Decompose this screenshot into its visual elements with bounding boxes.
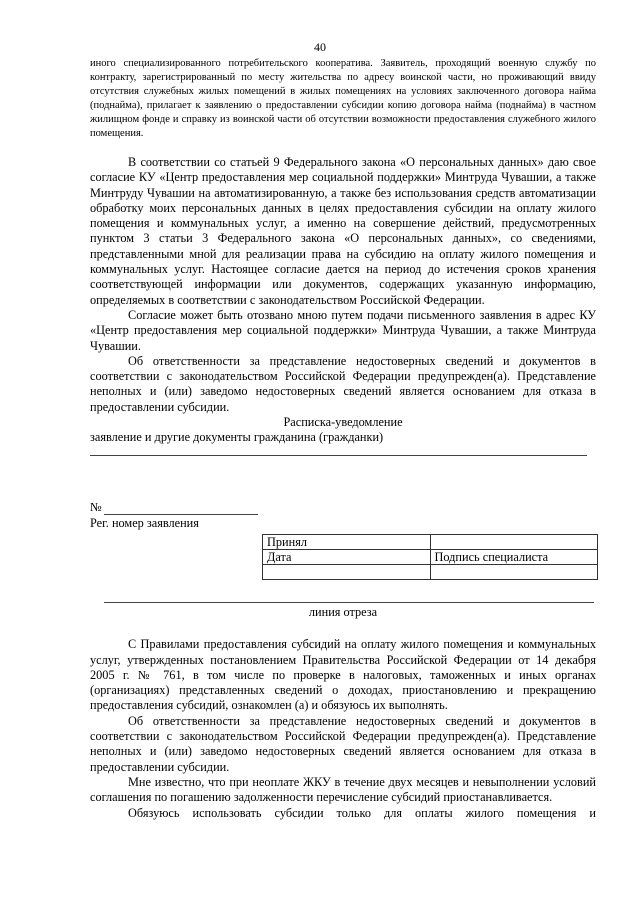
date-cell: Дата — [263, 549, 431, 564]
responsibility-paragraph-2: Об ответственности за представление недостоверных сведений и документов в соответствии с законодательством Российской Федерации предупрежден(а). Представление неполных и (или) заведомо недостоверных сведений является основанием для отказа в предоставлении субсидии. — [90, 713, 596, 774]
non-payment-paragraph: Мне известно, что при неоплате ЖКУ в течение двух месяцев и невыполнении условий соглашения по погашению задолженности перечисление субсидий приостанавливается. — [90, 774, 596, 805]
consent-paragraph: В соответствии со статьей 9 Федерального закона «О персональных данных» даю свое согласие КУ «Центр предоставления мер социальной поддержки» Минтруда Чувашии, а также Минтруду Чувашии на автоматизированную, а также без использования средств автоматизации обработку моих персональных данных в целях предоставления субсидии на оплату жилого помещения и коммунальных услуг, а именно на совершение действий, предусмотренных пунктом 3 статьи 3 Федерального закона «О персональных данных», со сведениями, представленными мной для реализации права на субсидию на оплату жилого помещения и коммунальных услуг. Настоящее согласие дается на период до истечения сроков хранения соответствующей информации или документов, содержащих указанную информацию, определяемых в соответствии с законодательством Российской Федерации. — [90, 155, 596, 307]
table-row — [263, 534, 598, 549]
accepted-cell: Принял — [263, 534, 431, 549]
obligation-paragraph: Обязуюсь использовать субсидии только для оплаты жилого помещения и — [128, 805, 596, 820]
cut-line — [104, 602, 594, 603]
table-row — [263, 564, 598, 579]
signature-cell: Подпись специалиста — [430, 549, 598, 564]
empty-cell — [263, 564, 431, 579]
cut-line-label: линия отреза — [308, 604, 378, 619]
receipt-subtitle: заявление и другие документы гражданина (гражданки) — [90, 430, 384, 445]
receipt-title: Расписка-уведомление — [283, 415, 403, 430]
responsibility-paragraph: Об ответственности за представление недостоверных сведений и документов в соответствии с законодательством Российской Федерации предупрежден(а). Представление неполных и (или) заведомо недостоверных сведений является основанием для отказа в предоставлении субсидии. — [90, 353, 596, 414]
reg-number-label: Рег. номер заявления — [90, 515, 199, 530]
number-sign: № — [90, 499, 102, 514]
top-paragraph: иного специализированного потребительского кооператива. Заявитель, проходящий военную службу по контракту, зарегистрированный по месту жительства по адресу воинской части, но проживающий ввиду отсутствия служебных жилых помещений в жилых помещениях на условиях заключенного договора найма (поднайма), прилагает к заявлению о предоставлении субсидии копию договора найма (поднайма) в частном жилищном фонде и справку из воинской части об отсутствии возможности предоставления служебного жилого помещения. — [90, 58, 596, 139]
application-number-line — [90, 500, 596, 515]
application-number-blank — [104, 502, 258, 515]
revocation-paragraph: Согласие может быть отозвано мною путем подачи письменного заявления в адрес КУ «Центр предоставления мер социальной поддержки» Минтруда Чувашии, а также Минтруда Чувашии. — [90, 307, 596, 353]
document-body — [90, 57, 596, 821]
page-number: 40 — [314, 40, 326, 54]
table-row — [263, 549, 598, 564]
empty-cell — [430, 564, 598, 579]
rules-paragraph: С Правилами предоставления субсидий на оплату жилого помещения и коммунальных услуг, утвержденных постановлением Правительства Российской Федерации от 14 декабря 2005 г. № 761, в том числе по проверке в налоговых, таможенных и иных органах (организациях) представленных сведений о доходах, приостановлению и прекращению предоставления субсидий, ознакомлен (а) и обязуюсь их выполнять. — [90, 637, 596, 713]
acceptance-table — [262, 534, 598, 580]
accepted-value-cell — [430, 534, 598, 549]
